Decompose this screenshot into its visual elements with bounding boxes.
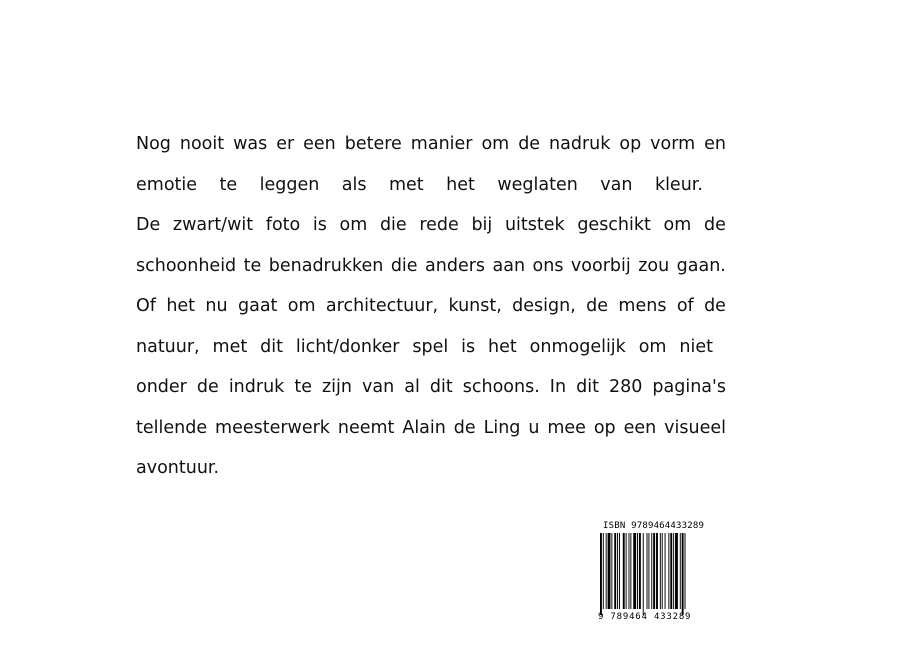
word: architectuur, — [325, 296, 439, 316]
barcode-bar — [623, 533, 625, 609]
barcode-bar — [637, 533, 638, 609]
word: Nog — [136, 134, 171, 154]
word: ons — [532, 255, 564, 276]
word: zou — [638, 255, 670, 276]
word: aan — [492, 255, 526, 276]
barcode-bar — [665, 533, 666, 609]
text-line — [136, 415, 726, 456]
word: 280 — [608, 377, 643, 397]
word: of — [676, 296, 694, 316]
barcode-bar — [670, 533, 672, 609]
word: kleur. — [654, 174, 703, 195]
word: nooit — [179, 134, 225, 154]
word: u — [528, 417, 540, 438]
isbn-barcode — [598, 521, 714, 624]
barcode-bar — [608, 533, 611, 609]
word: de — [586, 296, 609, 316]
word: mee — [547, 417, 586, 438]
word: de — [703, 215, 726, 235]
word: een — [303, 134, 336, 154]
barcode-bar — [648, 533, 649, 609]
barcode-bars — [598, 533, 714, 615]
word: benadrukken — [268, 255, 384, 276]
word: betere — [344, 134, 402, 154]
barcode-bar — [680, 533, 681, 609]
word: Ling — [483, 417, 521, 438]
word: licht/donker — [295, 336, 400, 357]
barcode-bar — [682, 533, 684, 615]
barcode-bar — [603, 533, 604, 609]
isbn-label: ISBN 9789464433289 — [603, 521, 705, 531]
barcode-bar — [685, 533, 686, 609]
word: anders — [425, 255, 486, 276]
barcode-bar — [629, 533, 630, 609]
word: de — [518, 134, 541, 154]
barcode-bar — [611, 533, 612, 609]
barcode-bar — [614, 533, 616, 609]
word: spel — [412, 336, 449, 357]
text-line-last: avontuur. — [136, 458, 220, 478]
word: om — [481, 134, 510, 154]
word: onmogelijk — [529, 336, 626, 357]
word: vorm — [650, 134, 696, 154]
word: met — [388, 174, 424, 195]
word: indruk — [228, 377, 285, 397]
word: onder — [136, 377, 187, 397]
word: er — [276, 134, 295, 154]
barcode-bar — [660, 533, 661, 609]
word: pagina's — [652, 377, 726, 397]
word: de — [704, 296, 726, 316]
word: die — [379, 215, 407, 235]
word: neemt — [337, 417, 395, 438]
barcode-bar — [651, 533, 652, 609]
word: op — [619, 134, 642, 154]
barcode-bar — [600, 533, 602, 615]
word: zijn — [322, 377, 353, 397]
word: rede — [419, 215, 459, 235]
word: geschikt — [577, 215, 651, 235]
word: al — [404, 377, 420, 397]
word: leggen — [259, 174, 320, 195]
barcode-bar — [630, 533, 631, 609]
word: het — [488, 336, 517, 357]
word: was — [233, 134, 268, 154]
barcode-bar — [617, 533, 618, 609]
text-line — [136, 293, 726, 334]
word: schoonheid — [136, 255, 237, 276]
word: om — [287, 296, 316, 316]
word: het — [166, 296, 196, 316]
word: natuur, — [136, 336, 200, 357]
word: als — [341, 174, 367, 195]
barcode-bar — [606, 533, 607, 609]
word: te — [294, 377, 312, 397]
word: is — [312, 215, 327, 235]
word: design, — [512, 296, 576, 316]
barcode-bar — [647, 533, 648, 609]
barcode-bar — [662, 533, 663, 609]
text-line — [136, 334, 713, 375]
word: uitstek — [504, 215, 565, 235]
text-line — [136, 212, 726, 253]
word: schoons. — [462, 377, 540, 397]
barcode-bar — [675, 533, 678, 609]
word: foto — [265, 215, 301, 235]
word: meesterwerk — [215, 417, 330, 438]
text-line — [136, 172, 703, 213]
word: kunst, — [448, 296, 502, 316]
word: dit — [260, 336, 283, 357]
word: gaat — [237, 296, 278, 316]
word: van — [600, 174, 633, 195]
barcode-bar — [626, 533, 627, 609]
word: tellende — [136, 417, 208, 438]
barcode-bar — [668, 533, 669, 609]
back-cover-text — [136, 131, 726, 496]
word: de — [453, 417, 476, 438]
barcode-bar — [653, 533, 655, 609]
word: van — [362, 377, 395, 397]
word: het — [446, 174, 475, 195]
word: op — [593, 417, 616, 438]
word: mens — [618, 296, 667, 316]
word: die — [390, 255, 418, 276]
barcode-bar — [656, 533, 658, 609]
word: dit — [429, 377, 453, 397]
word: In — [549, 377, 567, 397]
barcode-bar — [673, 533, 674, 609]
word: is — [461, 336, 476, 357]
word: en — [704, 134, 726, 154]
word: Alain — [402, 417, 446, 438]
word: om — [663, 215, 692, 235]
word: Of — [136, 296, 156, 316]
barcode-bar — [619, 533, 620, 609]
word: om — [339, 215, 368, 235]
word: zwart/wit — [172, 215, 254, 235]
word: nadruk — [549, 134, 611, 154]
word: De — [136, 215, 161, 235]
barcode-bar — [633, 533, 636, 609]
word: met — [212, 336, 248, 357]
word: te — [243, 255, 262, 276]
text-line — [136, 374, 726, 415]
word: de — [196, 377, 219, 397]
word: voorbij — [570, 255, 631, 276]
word: dit — [576, 377, 599, 397]
word: emotie — [136, 174, 198, 195]
isbn-digits: 9 789464 433289 — [598, 612, 692, 622]
word: om — [638, 336, 667, 357]
word: manier — [410, 134, 473, 154]
text-line — [136, 253, 726, 294]
word: weglaten — [497, 174, 578, 195]
text-line — [136, 131, 726, 172]
word: niet — [679, 336, 713, 357]
word: een — [623, 417, 657, 438]
word: gaan. — [676, 255, 726, 276]
word: nu — [205, 296, 228, 316]
word: visueel — [664, 417, 726, 438]
word: bij — [471, 215, 493, 235]
barcode-bar — [639, 533, 641, 609]
barcode-bar — [643, 533, 644, 615]
word: te — [219, 174, 238, 195]
